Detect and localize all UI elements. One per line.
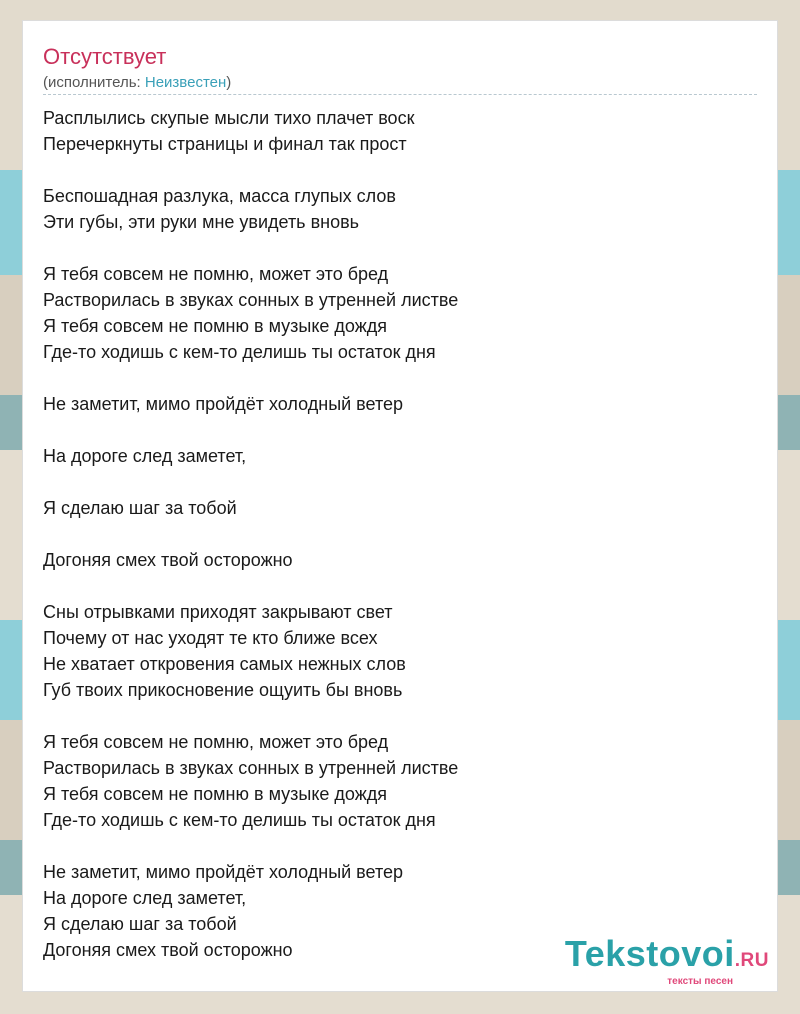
lyric-line: [43, 365, 743, 391]
lyric-line: Догоняя смех твой осторожно: [43, 550, 293, 570]
logo-tld: .RU: [734, 950, 769, 971]
lyric-line: [43, 157, 743, 183]
lyric-line: [43, 235, 743, 261]
lyric-line: Сны отрывками приходят закрывают свет: [43, 602, 393, 622]
artist-prefix: (исполнитель:: [43, 74, 145, 91]
lyric-line: Эти губы, эти руки мне увидеть вновь: [43, 212, 360, 232]
lyric-line: [43, 703, 743, 729]
artist-link[interactable]: Неизвестен: [144, 74, 227, 91]
lyric-line: [43, 573, 743, 599]
site-logo[interactable]: [565, 935, 769, 987]
artist-suffix: ): [226, 74, 232, 91]
lyric-line: [43, 833, 743, 859]
lyric-line: Перечеркнуты страницы и финал так прост: [43, 134, 407, 154]
lyric-line: На дороге след заметет,: [43, 888, 247, 908]
lyric-line: Где-то ходишь с кем-то делишь ты остаток дня: [43, 810, 436, 830]
lyric-line: [43, 417, 743, 443]
song-title: Отсутствует: [43, 44, 167, 69]
lyric-line: [43, 469, 743, 495]
lyric-line: Догоняя смех твой осторожно: [43, 940, 293, 960]
lyric-line: Я тебя совсем не помню в музыке дождя: [43, 316, 388, 336]
lyric-line: Расплылись скупые мысли тихо плачет воск: [43, 108, 415, 128]
lyric-line: Я тебя совсем не помню в музыке дождя: [43, 784, 388, 804]
lyric-line: Я сделаю шаг за тобой: [43, 498, 237, 518]
logo-tagline: тексты песен: [667, 976, 733, 987]
lyric-line: Не заметит, мимо пройдёт холодный ветер: [43, 394, 404, 414]
logo-text: Tekstovoi: [564, 933, 735, 974]
lyric-line: Я тебя совсем не помню, может это бред: [43, 264, 389, 284]
lyric-line: Я тебя совсем не помню, может это бред: [43, 732, 389, 752]
lyric-line: Я сделаю шаг за тобой: [43, 914, 237, 934]
artist-line: [43, 73, 231, 93]
divider: [43, 94, 757, 95]
lyrics-card: [22, 20, 778, 992]
lyric-line: На дороге след заметет,: [43, 446, 247, 466]
lyric-line: Губ твоих прикосновение ощуить бы вновь: [43, 680, 403, 700]
lyric-line: Растворилась в звуках сонных в утренней листве: [43, 758, 459, 778]
lyric-line: Растворилась в звуках сонных в утренней листве: [43, 290, 459, 310]
lyric-line: Беспошадная разлука, масса глупых слов: [43, 186, 396, 206]
lyrics-text: [43, 105, 743, 963]
lyric-line: Не заметит, мимо пройдёт холодный ветер: [43, 862, 404, 882]
lyric-line: [43, 521, 743, 547]
lyric-line: Почему от нас уходят те кто ближе всех: [43, 628, 378, 648]
lyric-line: Где-то ходишь с кем-то делишь ты остаток дня: [43, 342, 436, 362]
lyric-line: Не хватает откровения самых нежных слов: [43, 654, 406, 674]
